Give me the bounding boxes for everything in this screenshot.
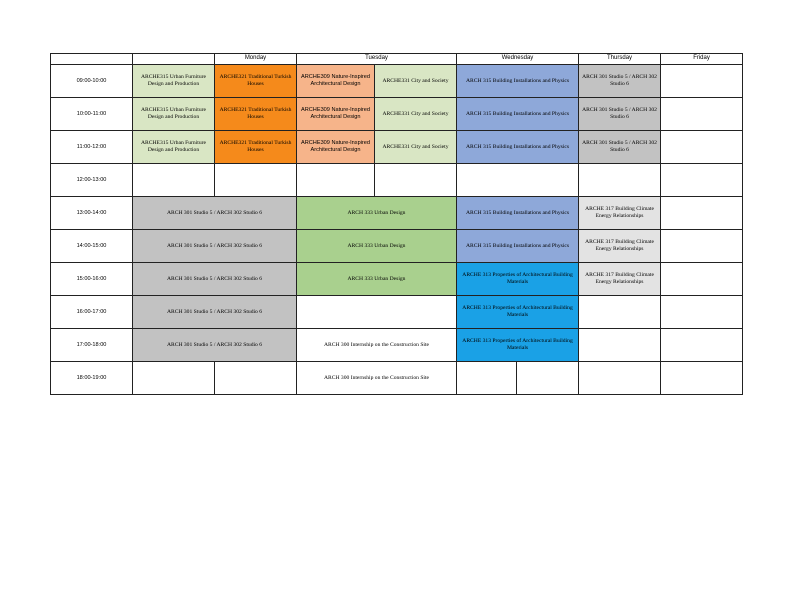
table-row	[51, 131, 743, 164]
empty-cell	[661, 362, 743, 395]
course-cell: ARCHE321 Traditional Turkish Houses	[215, 131, 297, 164]
empty-cell	[517, 362, 579, 395]
course-cell: ARCHE 313 Properties of Architectural Building Materials	[457, 329, 579, 362]
empty-cell	[133, 362, 215, 395]
table-row	[51, 197, 743, 230]
empty-cell	[215, 164, 297, 197]
time-slot: 17:00-18:00	[51, 329, 133, 362]
header-monday: Monday	[215, 54, 297, 65]
course-cell: ARCHE331 City and Society	[375, 131, 457, 164]
course-cell: ARCHE309 Nature-Inspired Architectural Design	[297, 98, 375, 131]
course-cell: ARCH 301 Studio 5 / ARCH 302 Studio 6	[133, 263, 297, 296]
course-cell: ARCH 315 Building Installations and Physics	[457, 230, 579, 263]
empty-cell	[661, 164, 743, 197]
course-cell: ARCHE331 City and Society	[375, 98, 457, 131]
table-row	[51, 65, 743, 98]
course-cell: ARCHE 317 Building Climate Energy Relationships	[579, 197, 661, 230]
empty-cell	[579, 296, 661, 329]
empty-cell	[661, 197, 743, 230]
empty-cell	[661, 329, 743, 362]
course-cell: ARCHE 317 Building Climate Energy Relationships	[579, 230, 661, 263]
empty-cell	[215, 362, 297, 395]
table-row	[51, 98, 743, 131]
empty-cell	[297, 296, 457, 329]
header-tuesday: Tuesday	[297, 54, 457, 65]
header-row	[51, 54, 743, 65]
time-slot: 16:00-17:00	[51, 296, 133, 329]
course-cell: ARCHE321 Traditional Turkish Houses	[215, 98, 297, 131]
table-row	[51, 230, 743, 263]
course-cell: ARCHE321 Traditional Turkish Houses	[215, 65, 297, 98]
course-cell: ARCHE315 Urban Furniture Design and Production	[133, 98, 215, 131]
course-cell: ARCH 301 Studio 5 / ARCH 302 Studio 6	[133, 230, 297, 263]
time-slot: 10:00-11:00	[51, 98, 133, 131]
course-cell: ARCHE 317 Building Climate Energy Relationships	[579, 263, 661, 296]
header-empty	[133, 54, 215, 65]
course-cell: ARCH 300 Internship on the Construction Site	[297, 362, 457, 395]
header-friday: Friday	[661, 54, 743, 65]
table-row	[51, 362, 743, 395]
time-slot: 15:00-16:00	[51, 263, 133, 296]
course-cell: ARCH 301 Studio 5 / ARCH 302 Studio 6	[579, 65, 661, 98]
empty-cell	[457, 164, 579, 197]
table-row	[51, 329, 743, 362]
weekly-schedule-table	[50, 53, 743, 395]
table-row	[51, 296, 743, 329]
course-cell: ARCH 301 Studio 5 / ARCH 302 Studio 6	[579, 131, 661, 164]
empty-cell	[661, 98, 743, 131]
time-slot: 09:00-10:00	[51, 65, 133, 98]
course-cell: ARCHE331 City and Society	[375, 65, 457, 98]
empty-cell	[661, 230, 743, 263]
course-cell: ARCH 301 Studio 5 / ARCH 302 Studio 6	[133, 329, 297, 362]
table-row	[51, 263, 743, 296]
empty-cell	[661, 263, 743, 296]
empty-cell	[661, 65, 743, 98]
header-corner	[51, 54, 133, 65]
course-cell: ARCH 333 Urban Design	[297, 197, 457, 230]
course-cell: ARCHE309 Nature-Inspired Architectural Design	[297, 65, 375, 98]
header-wednesday: Wednesday	[457, 54, 579, 65]
course-cell: ARCH 333 Urban Design	[297, 263, 457, 296]
course-cell: ARCHE 313 Properties of Architectural Building Materials	[457, 263, 579, 296]
empty-cell	[297, 164, 375, 197]
empty-cell	[457, 362, 517, 395]
course-cell: ARCH 315 Building Installations and Physics	[457, 65, 579, 98]
course-cell: ARCH 315 Building Installations and Physics	[457, 98, 579, 131]
course-cell: ARCHE309 Nature-Inspired Architectural Design	[297, 131, 375, 164]
course-cell: ARCH 301 Studio 5 / ARCH 302 Studio 6	[579, 98, 661, 131]
course-cell: ARCHE315 Urban Furniture Design and Production	[133, 65, 215, 98]
time-slot: 18:00-19:00	[51, 362, 133, 395]
course-cell: ARCH 300 Internship on the Construction Site	[297, 329, 457, 362]
empty-cell	[133, 164, 215, 197]
empty-cell	[579, 164, 661, 197]
course-cell: ARCH 315 Building Installations and Physics	[457, 197, 579, 230]
course-cell: ARCH 315 Building Installations and Physics	[457, 131, 579, 164]
course-cell: ARCH 333 Urban Design	[297, 230, 457, 263]
empty-cell	[375, 164, 457, 197]
empty-cell	[579, 329, 661, 362]
header-thursday: Thursday	[579, 54, 661, 65]
empty-cell	[661, 296, 743, 329]
empty-cell	[579, 362, 661, 395]
time-slot: 13:00-14:00	[51, 197, 133, 230]
course-cell: ARCHE 313 Properties of Architectural Building Materials	[457, 296, 579, 329]
course-cell: ARCHE315 Urban Furniture Design and Production	[133, 131, 215, 164]
time-slot: 11:00-12:00	[51, 131, 133, 164]
time-slot: 14:00-15:00	[51, 230, 133, 263]
course-cell: ARCH 301 Studio 5 / ARCH 302 Studio 6	[133, 197, 297, 230]
empty-cell	[661, 131, 743, 164]
course-cell: ARCH 301 Studio 5 / ARCH 302 Studio 6	[133, 296, 297, 329]
time-slot: 12:00-13:00	[51, 164, 133, 197]
table-row	[51, 164, 743, 197]
